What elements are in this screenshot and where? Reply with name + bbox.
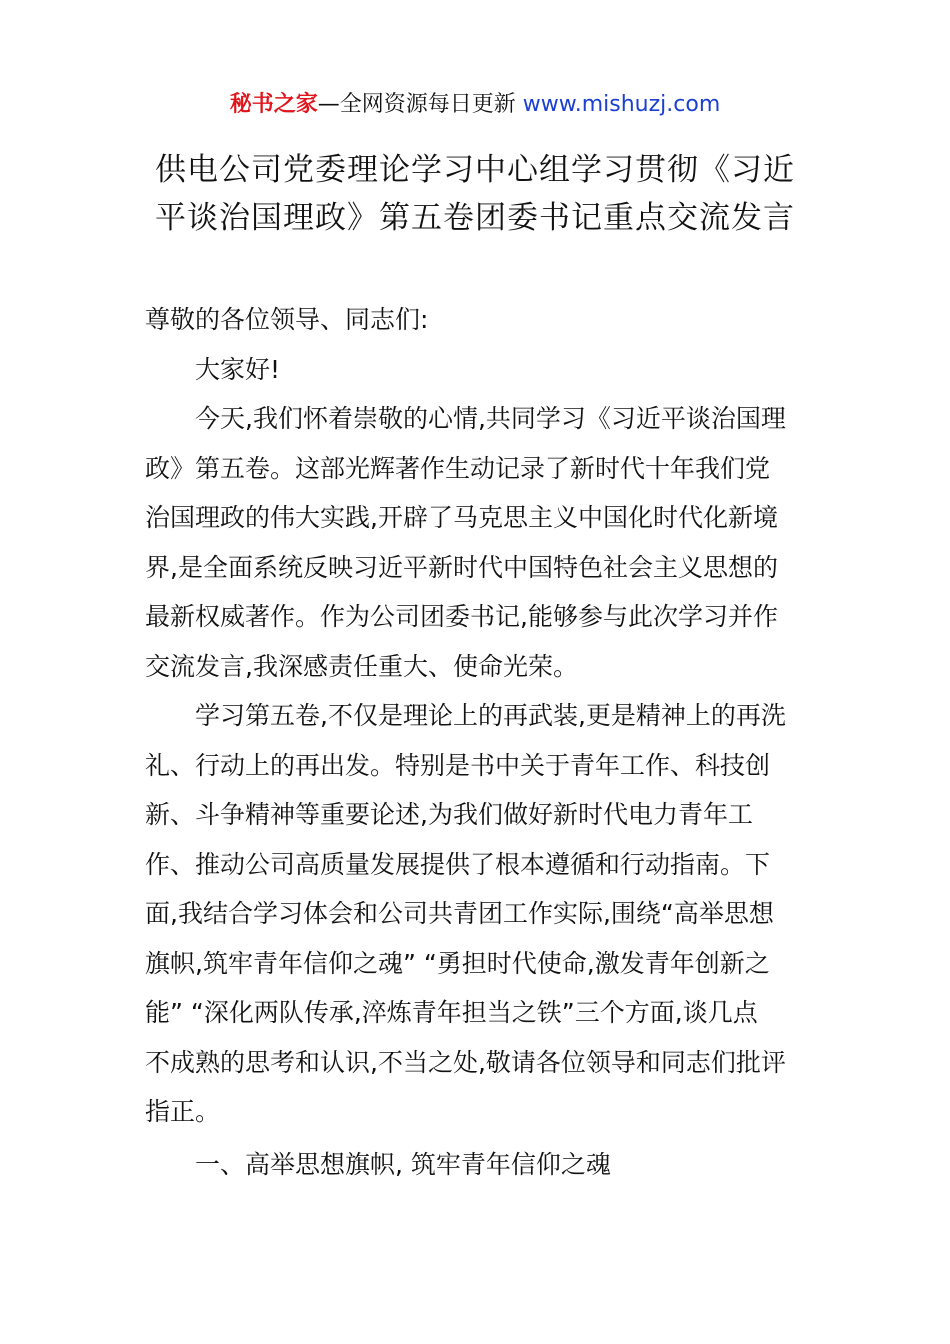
title-line-1: 供电公司党委理论学习中心组学习贯彻《习近 [155, 152, 795, 188]
title-line-2: 平谈治国理政》第五卷团委书记重点交流发言 [155, 200, 795, 236]
site-url-link[interactable]: www.mishuzj.com [522, 92, 721, 117]
paragraph-line: 面,我结合学习体会和公司共青团工作实际,围绕“高举思想 [145, 899, 774, 928]
document-body [145, 295, 810, 1137]
greeting: 大家好! [195, 354, 281, 384]
paragraph-line: 指正。 [145, 1097, 221, 1126]
paragraph-line: 礼、行动上的再出发。特别是书中关于青年工作、科技创 [145, 750, 771, 780]
paragraph-line: 界,是全面系统反映习近平新时代中国特色社会主义思想的 [145, 552, 778, 582]
paragraph-line: 新、斗争精神等重要论述,为我们做好新时代电力青年工 [145, 800, 753, 829]
paragraph-line: 交流发言,我深感责任重大、使命光荣。 [145, 651, 578, 681]
section-heading-1: 一、高举思想旗帜, 筑牢青年信仰之魂 [195, 1150, 611, 1179]
document-title [140, 146, 810, 242]
site-header [0, 90, 950, 120]
paragraph-line: 旗帜,筑牢青年信仰之魂” “勇担时代使命,激发青年创新之 [145, 948, 770, 978]
salutation: 尊敬的各位领导、同志们: [145, 305, 429, 334]
header-tagline: —全网资源每日更新 [317, 92, 516, 117]
paragraph-line: 治国理政的伟大实践,开辟了马克思主义中国化时代化新境 [145, 503, 778, 532]
paragraph-line: 不成熟的思考和认识,不当之处,敬请各位领导和同志们批评 [145, 1047, 786, 1077]
paragraph-line: 政》第五卷。这部光辉著作生动记录了新时代十年我们党 [145, 453, 771, 483]
paragraph-line: 能” “深化两队传承,淬炼青年担当之铁”三个方面,谈几点 [145, 998, 758, 1027]
paragraph-line: 最新权威著作。作为公司团委书记,能够参与此次学习并作 [145, 602, 778, 631]
paragraph-line: 学习第五卷,不仅是理论上的再武装,更是精神上的再洗 [195, 701, 786, 730]
paragraph-2 [145, 691, 810, 1137]
paragraph-line: 作、推动公司高质量发展提供了根本遵循和行动指南。下 [145, 849, 771, 879]
paragraph-line: 今天,我们怀着崇敬的心情,共同学习《习近平谈治国理 [195, 404, 786, 433]
paragraph-1 [145, 394, 810, 691]
brand-name: 秘书之家 [229, 92, 318, 117]
